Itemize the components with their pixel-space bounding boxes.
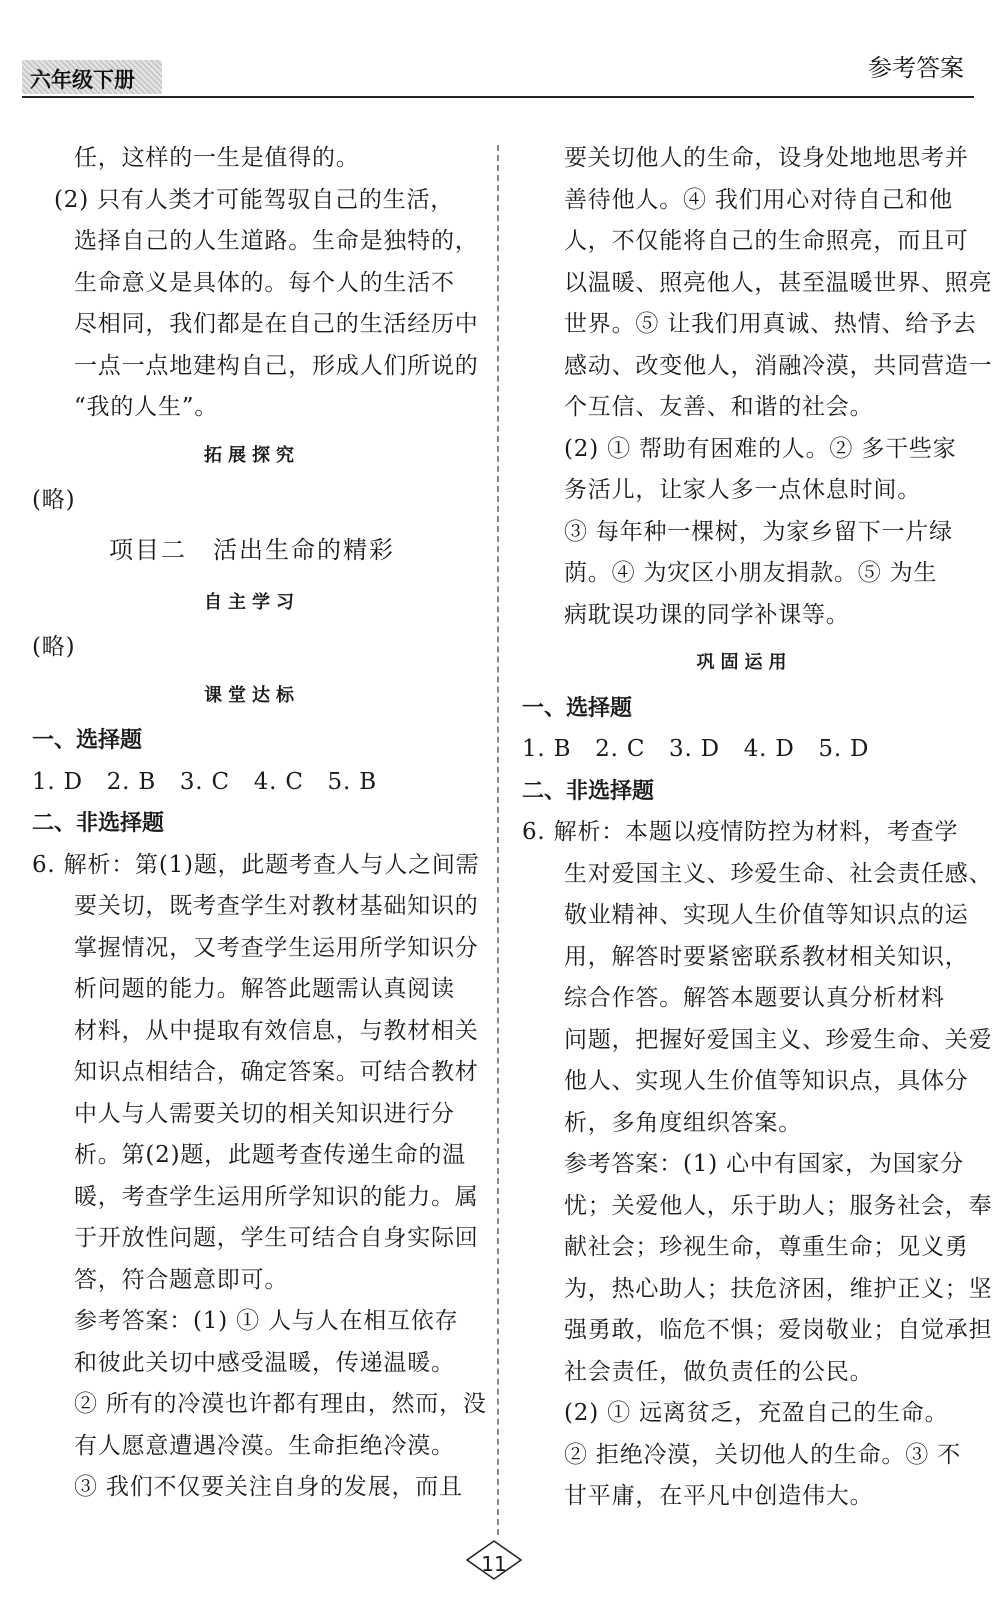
page-number	[466, 1540, 522, 1580]
text-line: 为，热心助人；扶危济困，维护正义；坚	[564, 1275, 993, 1302]
text-line: 知识点相结合，确定答案。可结合教材	[74, 1059, 479, 1085]
text-line: 人，不仅能将自己的生命照亮，而且可	[564, 228, 969, 254]
text-line: 尽相同，我们都是在自己的生活经历中	[74, 311, 479, 337]
omitted-note: (略)	[32, 487, 76, 513]
text-line: 要关切他人的生命，设身处地地思考并	[564, 145, 969, 171]
text-line: 敬业精神、实现人生价值等知识点的运	[564, 902, 969, 928]
text-line: 选择自己的人生道路。生命是独特的，	[74, 228, 479, 254]
text-line: 和彼此关切中感受温暖，传递温暖。	[74, 1349, 455, 1376]
text-line: ③ 每年种一棵树，为家乡留下一片绿	[564, 518, 953, 545]
text-line: 甘平庸，在平凡中创造伟大。	[564, 1483, 874, 1509]
section-heading: 二、非选择题	[32, 811, 165, 836]
text-line: 荫。④ 为灾区小朋友捐款。⑤ 为生	[564, 560, 938, 586]
text-line: 忧；关爱他人，乐于助人；服务社会，奉	[564, 1192, 993, 1219]
text-line: 掌握情况，又考查学生运用所学知识分	[74, 934, 479, 961]
text-line: 材料，从中提取有效信息，与教材相关	[74, 1017, 479, 1044]
choice-answers: 1. D 2. B 3. C 4. C 5. B	[32, 768, 377, 795]
text-line: 析，多角度组织答案。	[564, 1109, 802, 1136]
text-line: 析问题的能力。解答此题需认真阅读	[74, 976, 455, 1002]
text-line: 中人与人需要关切的相关知识进行分	[74, 1100, 455, 1127]
grade-tab	[22, 60, 162, 94]
text-line: ③ 我们不仅要关注自身的发展，而且	[74, 1474, 463, 1500]
text-line: 要关切，既考查学生对教材基础知识的	[74, 893, 479, 919]
text-line: 有人愿意遭遇冷漠。生命拒绝冷漠。	[74, 1432, 455, 1459]
text-line: 献社会；珍视生命，尊重生命；见义勇	[564, 1234, 969, 1260]
section-heading: 一、选择题	[32, 728, 143, 753]
text-line: 务活儿，让家人多一点休息时间。	[564, 477, 921, 503]
header-rule	[22, 96, 974, 98]
text-line: (2) 只有人类才可能驾驭自己的生活，	[54, 186, 455, 213]
text-line: 生对爱国主义、珍爱生命、社会责任感、	[564, 860, 993, 887]
choice-answers: 1. B 2. C 3. D 4. D 5. D	[522, 736, 870, 762]
section-heading: 二、非选择题	[522, 778, 655, 804]
text-line: 感动、改变他人，消融冷漠，共同营造一	[564, 352, 993, 379]
left-column	[32, 138, 487, 1509]
text-line: 生命意义是具体的。每个人的生活不	[74, 269, 455, 296]
text-line: 一点一点地建构自己，形成人们所说的	[74, 352, 479, 379]
text-line: ② 所有的冷漠也许都有理由，然而，没	[74, 1391, 487, 1417]
right-column	[522, 138, 993, 1518]
text-line: 世界。⑤ 让我们用真诚、热情、给予去	[564, 311, 977, 337]
heading-expand: 拓展探究	[204, 444, 300, 466]
text-line: 问题，把握好爱国主义、珍爱生命、关爱	[564, 1026, 993, 1053]
text-line: ② 拒绝冷漠，关切他人的生命。③ 不	[564, 1441, 962, 1468]
text-line: 任，这样的一生是值得的。	[74, 145, 360, 171]
text-line: 6. 解析：本题以疫情防控为材料，考查学	[522, 819, 959, 845]
text-line: 善待他人。④ 我们用心对待自己和他	[564, 186, 953, 213]
text-line: 暖，考查学生运用所学知识的能力。属	[74, 1183, 479, 1210]
text-line: 综合作答。解答本题要认真分析材料	[564, 985, 945, 1011]
heading-self-study: 自主学习	[204, 591, 300, 613]
omitted-note: (略)	[32, 634, 76, 660]
text-line: 病耽误功课的同学补课等。	[564, 601, 850, 628]
text-line: 他人、实现人生价值等知识点，具体分	[564, 1068, 969, 1094]
text-line: 以温暖、照亮他人，甚至温暖世界、照亮	[564, 269, 993, 296]
section-heading: 一、选择题	[522, 695, 633, 721]
text-line: (2) ① 帮助有困难的人。② 多干些家	[564, 435, 957, 462]
text-line: 社会责任，做负责任的公民。	[564, 1358, 874, 1385]
project-title: 项目二 活出生命的精彩	[109, 535, 395, 564]
text-line: 个互信、友善、和谐的社会。	[564, 394, 874, 420]
grade-label: 六年级下册	[30, 68, 135, 92]
section-label: 参考答案	[868, 54, 964, 82]
text-line: 析。第(2)题，此题考查传递生命的温	[74, 1142, 466, 1168]
text-line: 参考答案：(1) ① 人与人在相互依存	[74, 1308, 459, 1334]
text-line: 参考答案：(1) 心中有国家，为国家分	[564, 1151, 965, 1177]
text-line: 于开放性问题，学生可结合自身实际回	[74, 1225, 479, 1251]
heading-consolidate: 巩固运用	[696, 652, 793, 673]
column-divider	[497, 145, 499, 1535]
page-number-text: 11	[481, 1552, 507, 1576]
text-line: 答，符合题意即可。	[74, 1266, 289, 1293]
text-line: “我的人生”。	[74, 394, 219, 420]
text-line: 6. 解析：第(1)题，此题考查人与人之间需	[32, 851, 480, 878]
text-line: (2) ① 远离贫乏，充盈自己的生命。	[564, 1400, 949, 1426]
heading-class: 课堂达标	[204, 684, 300, 706]
text-line: 用，解答时要紧密联系教材相关知识，	[564, 943, 969, 970]
text-line: 强勇敢，临危不惧；爱岗敬业；自觉承担	[564, 1317, 993, 1343]
